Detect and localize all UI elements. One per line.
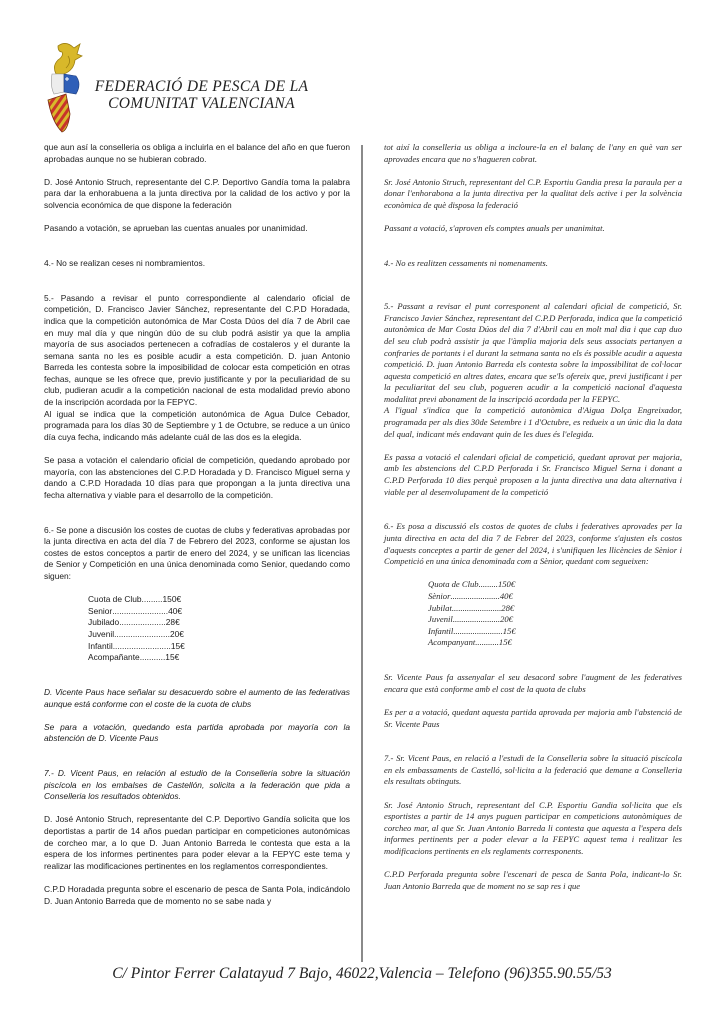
paragraph: Passant a votació, s'aproven els comptes anuals per unanimitat. <box>384 223 605 234</box>
fee-row: Acompanyant ........... 15€ <box>428 637 512 648</box>
paragraph: tot així la conselleria us obliga a incloure-la en el balanç de l'any en què van ser aprovades encara que no s'hagueren cobrat. <box>384 142 682 164</box>
section-5: 5.- Passant a revisar el punt corresponent al calendari oficial de competició, Sr. Francisco Javier Sánchez, representant del C.P.D Perforada, indica que la competició autonòmica de Mar Costa Dúos del dia 7 d'Abril cau en molt mal dia i que cap duo del seu club podrà assistir ja que l'àmplia majoria dels seus associats pertanyen a confraries de portants i el durant la setmana santa no els és possible acudir a aquesta competició. D. juan Antonio Barreda els contesta sobre la impossibilitat de col·locar aquesta competició en altres dates, encara que se'ls ofereix que, previ justificant i per la peculiaritat del seu club, pogueren acudir a la competició nacional d'aquesta modalitat previ abonament de la inscripció acordada per la FEPYC. <box>384 301 682 404</box>
paragraph: que aun así la conselleria os obliga a incluirla en el balance del año en que fueron aprobadas aunque no se hubieran cobrado. <box>44 142 350 164</box>
organization-title-line2: COMUNITAT VALENCIANA <box>108 95 295 112</box>
paragraph: Sr. José Antonio Struch, representant del C.P. Esportiu Gandia presa la paraula per a donar l'enhorabona a la junta directiva per la qualitat dels active i per la solvència econòmica de què disposa la federació <box>384 176 682 210</box>
spanish-column <box>44 142 350 919</box>
fee-row: Jubilado .................... 28€ <box>88 617 180 628</box>
fee-row: Infantil ....................... 15€ <box>428 625 516 636</box>
valencian-coat-of-arms-icon <box>44 42 84 132</box>
section-6: 6.- Es posa a discussió els costos de quotes de clubs i federatives aprovades per la junta directiva en acta del dia 7 de Febrer del 2023, conforme s'ajusten els costos d'aquests conceptes a partir de gener del 2024, i s'unifiquen les llicències de Sènior i Competició en una única denominada com a Sènior, quedant com segueixen: <box>384 521 682 567</box>
fee-row: Juvenil ...................... 20€ <box>428 614 513 625</box>
paragraph: Sr. Vicente Paus fa assenyalar el seu desacord sobre l'augment de les federatives encara que està conforme amb el cost de la quota de clubs <box>384 672 682 694</box>
paragraph: D. José Antonio Struch, representante del C.P. Deportivo Gandía solicita que los deportistas a partir de 14 años puedan participar en competiciones autonómicas de corcheo mar, a lo que D. Juan Antonio Barreda le contesta que esta a la espera de los informes pertinentes para poder elevar a la FEPYC este tema y realizar las modificaciones pertinentes en los reglamentos correspondientes. <box>44 814 350 871</box>
fee-row: Sènior ....................... 40€ <box>428 590 513 601</box>
section-4: 4.- No es realitzen cessaments ni nomenaments. <box>384 257 548 268</box>
paragraph: Se pasa a votación el calendario oficial de competición, quedando aprobado por mayoría, con las abstenciones del C.P.D Horadada y D. Francisco Miguel serna y dando a C.P.D Horadada 10 días para que propongan a la junta directiva una fecha alternativa y viable para el desarrollo de la competición. <box>44 455 350 500</box>
fee-row: Infantil ......................... 15€ <box>88 640 185 651</box>
paragraph: Pasando a votación, se aprueban las cuentas anuales por unanimidad. <box>44 223 308 234</box>
fee-row: Senior ........................ 40€ <box>88 605 183 616</box>
paragraph: D. Vicente Paus hace señalar su desacuerdo sobre el aumento de las federativas aunque está conforme con el coste de la cuota de clubs <box>44 686 350 709</box>
fee-row: Jubilat ....................... 28€ <box>428 602 515 613</box>
paragraph: Sr. José Antonio Struch, representant del C.P. Esportiu Gandia sol·licita que els esportistes a partir de 14 anys puguen participar en competicions autonòmiques de corcheo mar, al que Sr. Juan Antonio Barreda li contesta que aquesta a l'espera dels informes pertinents per a poder elevar a la FEPYC aquest tema i realitzar les modificacions pertinents en els reglaments corresponents. <box>384 799 682 857</box>
section-4: 4.- No se realizan ceses ni nombramientos. <box>44 257 206 268</box>
fee-row: Cuota de Club ......... 150€ <box>88 594 182 605</box>
organization-title <box>94 78 309 112</box>
fee-list <box>384 579 682 649</box>
fee-list <box>44 594 350 664</box>
paragraph: A l'igual s'indica que la competició autonòmica d'Aigua Dolça Engreixador, programada per als dies 30de Setembre i 1 d'Octubre, es redueix a un únic dia la data del qual, indicant més endavant quin de les dues és l'elegida. <box>384 405 682 439</box>
column-divider <box>361 145 363 962</box>
paragraph: C.P.D Perforada pregunta sobre l'escenari de pesca de Santa Pola, indicant-lo Sr. Juan Antonio Barreda que de moment no se sap res i que <box>384 869 682 891</box>
paragraph: Al igual se indica que la competición autonómica de Agua Dulce Cebador, programada para los días 30 de Septiembre y 1 de Octubre, se reduce a un único día cuya fecha, indicando más adelante cuál de las dos es la elegida. <box>44 408 350 442</box>
paragraph: C.P.D Horadada pregunta sobre el escenario de pesca de Santa Pola, indicándolo D. Juan Antonio Barreda que de momento no se sabe nada y <box>44 884 350 906</box>
section-7: 7.- Sr. Vicent Paus, en relació a l'estudi de la Conselleria sobre la situació piscícola en els embassaments de Castelló, sol·licita a la federació que demane a Conselleria els resultats obtinguts. <box>384 753 682 787</box>
fee-row: Quota de Club ......... 150€ <box>428 579 516 590</box>
valencian-column <box>384 142 682 904</box>
paragraph: Es per a a votació, quedant aquesta partida aprovada per majoria amb l'abstenció de Sr. Vicente Paus <box>384 706 682 729</box>
letterhead <box>40 40 640 140</box>
section-6: 6.- Se pone a discusión los costes de cuotas de clubs y federativas aprobadas por la junta directiva en acta del día 7 de Febrero del 2023, conforme se ajustan los costes de estos conceptos a partir de enero del 2024, y se unifican las licencias de Senior y Competición en una única denominada como Senior, quedando como siguen: <box>44 524 350 581</box>
section-7: 7.- D. Vicent Paus, en relación al estudio de la Conselleria sobre la situación piscícola en los embalses de Castellón, solicita a la federación que pida a Conselleria los resultados obtenidos. <box>44 768 350 802</box>
fee-row: Juvenil ........................ 20€ <box>88 628 184 639</box>
section-5: 5.- Pasando a revisar el punto correspondiente al calendario oficial de competición, D. Francisco Javier Sánchez, representante del C.P.D Horadada, indica que la competición autonómica de Mar Costa Dúos del día 7 de Abril cae en muy mal día y que ningún dúo de su club podrá asistir ya que la amplia mayoría de sus asociados pertenecen a cofradías de costaleros y el durante la semana santa no les es posible acudir a esta competición. D. juan Antonio Barreda les contesta sobre la imposibilidad de colocar esta competición en otras fechas, aunque se les ofrece que, previo justificante y por la peculiaridad de su club, pudieran acudir a la competición nacional de esta modalidad previo abono de la inscripción acordada por la FEPYC. <box>44 292 350 408</box>
paragraph: Es passa a votació el calendari oficial de competició, quedant aprovat per majoria, amb les abstencions del C.P.D Perforada i Sr. Francisco Miguel Serna i donant a C.P.D Perforada 10 dies perquè proposen a la junta directiva una data alternativa i viable per al desenvolupament de la competició <box>384 451 682 497</box>
footer-address: C/ Pintor Ferrer Calatayud 7 Bajo, 46022,Valencia – Telefono (96)355.90.55/53 <box>112 965 612 982</box>
paragraph: Se para a votación, quedando esta partida aprobada por mayoría con la abstención de D. Vicente Paus <box>44 721 350 744</box>
fee-row: Acompañante ........... 15€ <box>88 652 180 663</box>
organization-title-line1: FEDERACIÓ DE PESCA DE LA <box>94 78 309 95</box>
paragraph: D. José Antonio Struch, representante del C.P. Deportivo Gandía toma la palabra para dar la enhorabuena a la junta directiva por la calidad de los activo y por la solvencia económica de que dispone la federación <box>44 176 350 210</box>
